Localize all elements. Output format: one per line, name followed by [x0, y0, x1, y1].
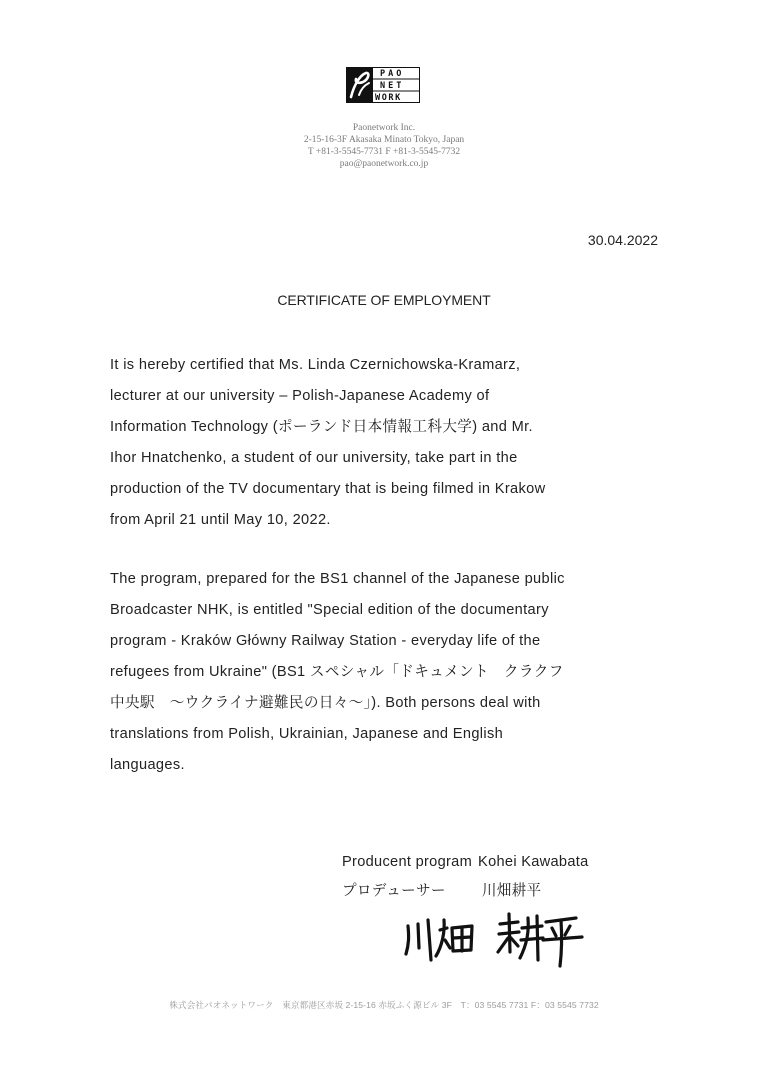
- logo-text-row: PAO: [380, 69, 405, 80]
- paragraph-line: lecturer at our university – Polish-Japanese Academy of: [110, 388, 490, 404]
- paragraph-line: Broadcaster NHK, is entitled "Special edition of the documentary: [110, 602, 549, 618]
- paragraph-line: production of the TV documentary that is being filmed in Krakow: [110, 481, 546, 497]
- paragraph-line: The program, prepared for the BS1 channel of the Japanese public: [110, 571, 565, 587]
- signatory-role-en: Producent program: [342, 854, 473, 870]
- paragraph-2: [110, 564, 670, 781]
- logo-text-row: WORK: [375, 93, 402, 103]
- paragraph-line: translations from Polish, Ukrainian, Japanese and English: [110, 726, 504, 742]
- paragraph-line: 中央駅 ～ウクライナ避難民の日々～」). Both persons deal with: [110, 695, 541, 711]
- paragraph-line: program - Kraków Główny Railway Station - everyday life of the: [110, 633, 541, 649]
- paonetwork-logo-icon: [346, 67, 420, 103]
- document-date: 30.04.2022: [587, 232, 658, 248]
- company-email[interactable]: pao@paonetwork.co.jp: [339, 159, 429, 169]
- paragraph-line: refugees from Ukraine" (BS1 スペシャル「ドキュメント クラクフ: [110, 664, 564, 680]
- handwritten-signature-icon: [400, 908, 585, 968]
- signatory-name-en: Kohei Kawabata: [478, 854, 589, 870]
- handwritten-signature: [400, 908, 585, 968]
- paragraph-line: languages.: [110, 757, 185, 773]
- paragraph-line: from April 21 until May 10, 2022.: [110, 512, 331, 528]
- signature-block: [342, 848, 589, 906]
- signatory-jp-row: [342, 877, 589, 906]
- paragraph-1: [110, 350, 670, 536]
- signatory-role-jp: プロデューサー: [342, 883, 446, 899]
- paragraph-line: It is hereby certified that Ms. Linda Czernichowska-Kramarz,: [110, 357, 521, 373]
- logo-text-row: NET: [380, 81, 405, 92]
- document-title: CERTIFICATE OF EMPLOYMENT: [277, 292, 491, 308]
- company-address: 2-15-16-3F Akasaka Minato Tokyo, Japan: [303, 135, 465, 145]
- company-phone-fax: T +81-3-5545-7731 F +81-3-5545-7732: [307, 147, 461, 157]
- signatory-name-jp: 川畑耕平: [481, 883, 542, 899]
- footer-address: 株式会社パオネットワーク 東京都港区赤坂 2-15-16 赤坂ふく源ビル 3F T：03 5545 7731 F：03 5545 7732: [169, 1000, 599, 1010]
- signatory-en-row: [342, 848, 589, 877]
- company-name: Paonetwork Inc.: [352, 123, 416, 133]
- company-header: [0, 122, 768, 170]
- paragraph-line: Information Technology (ポーランド日本情報工科大学) and Mr.: [110, 419, 533, 435]
- paragraph-line: Ihor Hnatchenko, a student of our university, take part in the: [110, 450, 518, 466]
- company-logo: [346, 67, 420, 103]
